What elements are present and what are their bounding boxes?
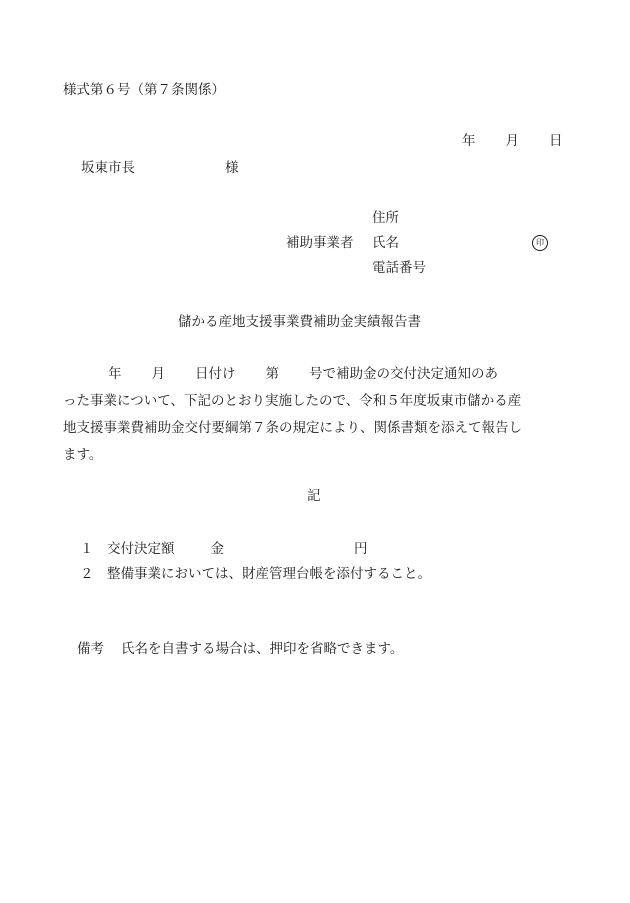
applicant-label: 補助事業者 (286, 235, 354, 251)
form-number: 様式第６号（第７条関係） (63, 82, 225, 98)
body-line-2: った事業について、下記のとおり実施したので、令和５年度坂東市儲かる産 (63, 393, 522, 409)
ki-heading: 記 (307, 488, 321, 504)
remarks-text: 氏名を自書する場合は、押印を省略できます。 (121, 641, 404, 657)
yen-label: 円 (354, 541, 368, 557)
item-grant-amount (80, 543, 368, 557)
item-text: 整備事業においては、財産管理台帳を添付すること。 (107, 566, 431, 582)
date-day-label: 日 (549, 133, 563, 149)
kin-label: 金 (210, 541, 224, 557)
date-month-label: 月 (505, 133, 519, 149)
item-label: 交付決定額 (107, 541, 175, 557)
item-asset-ledger (80, 568, 431, 582)
address-label: 住所 (372, 210, 399, 226)
date-line (462, 135, 563, 149)
document-title: 儲かる産地支援事業費補助金実績報告書 (178, 314, 421, 330)
body-line-3: 地支援事業費補助金交付要綱第７条の規定により、関係書類を添えて報告し (63, 420, 522, 436)
report-body (63, 361, 573, 469)
date-year-label: 年 (462, 133, 476, 149)
addressee (81, 162, 239, 176)
item-number: １ (80, 541, 94, 557)
remarks-label: 備考 (77, 641, 104, 657)
item-number: ２ (80, 566, 94, 582)
phone-label: 電話番号 (372, 260, 426, 276)
remarks (77, 643, 403, 657)
seal-mark-icon: 印 (532, 235, 548, 251)
addressee-name: 坂東市長 (81, 160, 135, 176)
body-line-4: ます。 (63, 447, 103, 463)
addressee-honorific: 様 (225, 160, 239, 176)
body-line-1: 年 月 日付け 第 号で補助金の交付決定通知のあ (108, 366, 498, 382)
name-label: 氏名 (372, 235, 399, 251)
